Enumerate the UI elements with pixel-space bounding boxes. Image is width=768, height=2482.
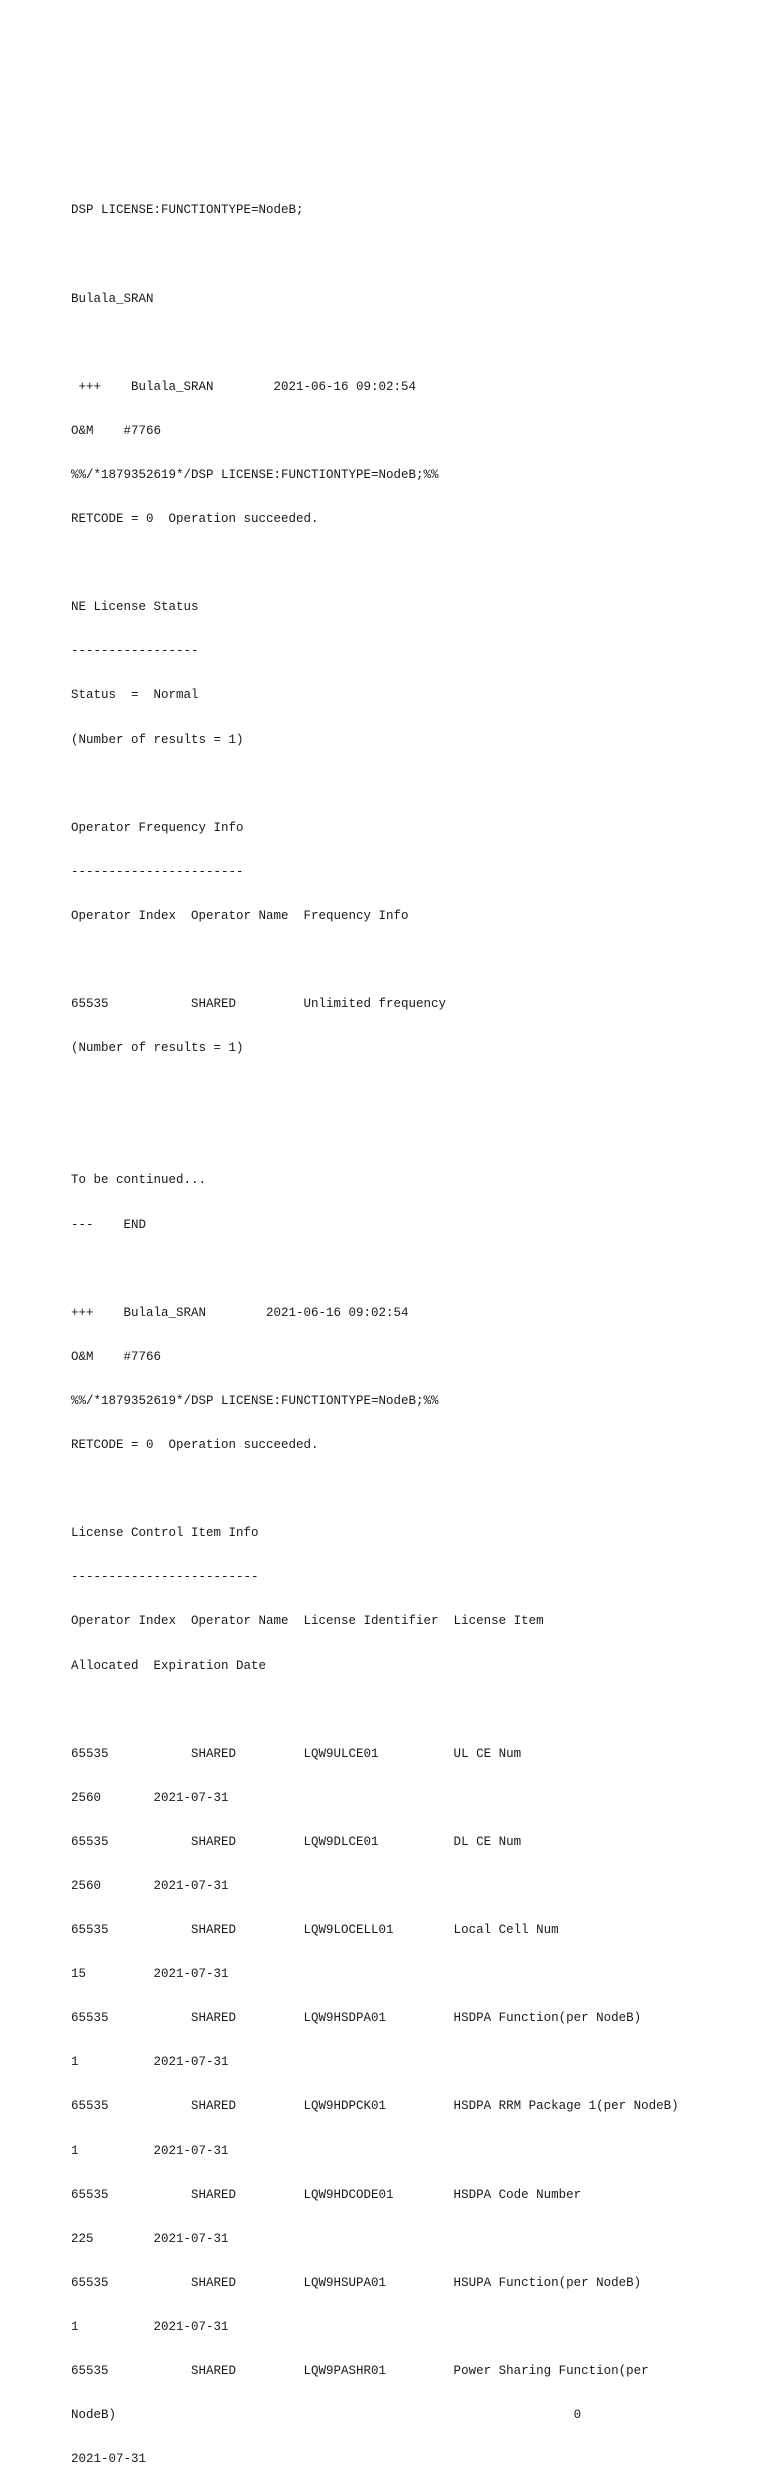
section-underline: ----------------- [71, 644, 199, 659]
table-row: 65535 SHARED LQW9HSUPA01 HSUPA Function(per NodeB) [71, 2275, 642, 2290]
blank-line [71, 556, 761, 571]
retcode: RETCODE = 0 Operation succeeded. [71, 512, 319, 527]
report-end: --- END [71, 1217, 147, 1232]
blank-line [71, 1703, 761, 1718]
table-row-continued: 1 2021-07-31 [71, 2319, 229, 2334]
blank-line [71, 1482, 761, 1497]
blank-line [71, 1085, 761, 1100]
table-row: 65535 SHARED LQW9PASHR01 Power Sharing Function(per [71, 2364, 649, 2378]
table-header: Operator Index Operator Name Frequency Info [71, 908, 409, 923]
section-underline: ------------------------- [71, 1570, 259, 1585]
table-row: 65535 SHARED LQW9ULCE01 UL CE Num [71, 1746, 522, 1761]
table-row-continued: NodeB) 0 [71, 2408, 582, 2423]
table-row: 65535 SHARED Unlimited frequency [71, 997, 447, 1012]
section-title-operator-frequency: Operator Frequency Info [71, 820, 244, 835]
table-row-continued: 2560 2021-07-31 [71, 1790, 229, 1805]
table-header-continued: Allocated Expiration Date [71, 1658, 267, 1673]
blank-line [71, 1262, 761, 1277]
report-id: O&M #7766 [71, 423, 162, 438]
echo-command: %%/*1879352619*/DSP LICENSE:FUNCTIONTYPE=NodeB;%% [71, 467, 439, 482]
command-line: DSP LICENSE:FUNCTIONTYPE=NodeB; [71, 203, 304, 218]
table-row-continued: 2560 2021-07-31 [71, 1878, 229, 1893]
report-header: +++ Bulala_SRAN 2021-06-16 09:02:54 [71, 1305, 409, 1320]
report-header: +++ Bulala_SRAN 2021-06-16 09:02:54 [71, 379, 417, 394]
table-row-continued: 225 2021-07-31 [71, 2231, 229, 2246]
table-row-continued: 15 2021-07-31 [71, 1967, 229, 1982]
table-row-continued: 1 2021-07-31 [71, 2143, 229, 2158]
retcode: RETCODE = 0 Operation succeeded. [71, 1438, 319, 1453]
table-row-continued: 2021-07-31 [71, 2452, 147, 2467]
blank-line [71, 336, 761, 351]
table-row: 65535 SHARED LQW9DLCE01 DL CE Num [71, 1834, 522, 1849]
table-row: 65535 SHARED LQW9HDPCK01 HSDPA RRM Package 1(per NodeB) [71, 2099, 679, 2114]
section-underline: ----------------------- [71, 864, 244, 879]
table-header: Operator Index Operator Name License Identifier License Item [71, 1614, 544, 1629]
report-id: O&M #7766 [71, 1349, 162, 1364]
continuation-note: To be continued... [71, 1173, 207, 1188]
section-title-license-control-item: License Control Item Info [71, 1526, 259, 1541]
echo-command: %%/*1879352619*/DSP LICENSE:FUNCTIONTYPE=NodeB;%% [71, 1393, 439, 1408]
blank-line [71, 953, 761, 968]
table-row: 65535 SHARED LQW9HSDPA01 HSDPA Function(per NodeB) [71, 2011, 642, 2026]
result-count: (Number of results = 1) [71, 732, 244, 747]
result-count: (Number of results = 1) [71, 1041, 244, 1056]
blank-line [71, 248, 761, 263]
status-value: Status = Normal [71, 688, 199, 703]
table-row-continued: 1 2021-07-31 [71, 2055, 229, 2070]
table-row: 65535 SHARED LQW9LOCELL01 Local Cell Num [71, 1923, 559, 1938]
blank-line [71, 1129, 761, 1144]
blank-line [71, 777, 761, 792]
ne-name: Bulala_SRAN [71, 291, 154, 306]
section-title-ne-license-status: NE License Status [71, 600, 199, 615]
table-row: 65535 SHARED LQW9HDCODE01 HSDPA Code Number [71, 2187, 582, 2202]
mml-output-document [71, 174, 761, 2482]
